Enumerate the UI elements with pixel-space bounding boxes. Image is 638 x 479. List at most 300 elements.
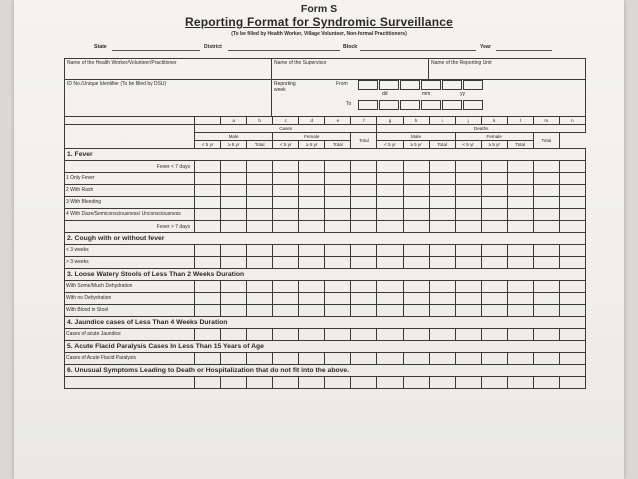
date-box[interactable]	[463, 80, 483, 90]
count-cell[interactable]	[273, 197, 299, 209]
table-row	[65, 173, 586, 185]
count-cell[interactable]	[221, 221, 247, 233]
count-cell[interactable]	[429, 161, 455, 173]
table-row	[65, 197, 586, 209]
to-label: To	[346, 101, 352, 107]
count-cell[interactable]	[247, 197, 273, 209]
count-cell[interactable]	[351, 377, 377, 389]
count-cell[interactable]	[299, 185, 325, 197]
count-cell[interactable]	[351, 209, 377, 221]
row-label: 4 With Daze/Semiconsciousness/ Unconsciousness	[65, 209, 195, 221]
count-cell[interactable]	[195, 305, 221, 317]
worker-name-label: Name of the Health Worker/Volunteer/Practitioner	[67, 60, 177, 66]
count-cell[interactable]	[299, 329, 325, 341]
count-cell[interactable]	[455, 257, 481, 269]
count-cell[interactable]	[195, 197, 221, 209]
count-cell[interactable]	[403, 353, 429, 365]
count-cell[interactable]	[195, 281, 221, 293]
count-cell[interactable]	[403, 329, 429, 341]
count-cell[interactable]	[533, 353, 559, 365]
count-cell[interactable]	[507, 161, 533, 173]
count-cell[interactable]	[221, 293, 247, 305]
count-cell[interactable]	[247, 257, 273, 269]
count-cell[interactable]	[429, 281, 455, 293]
count-cell[interactable]	[507, 209, 533, 221]
count-cell[interactable]	[377, 197, 403, 209]
count-cell[interactable]	[221, 245, 247, 257]
column-letter: n	[559, 117, 585, 125]
count-cell[interactable]	[273, 173, 299, 185]
reporting-unit-cell[interactable]	[429, 59, 586, 80]
count-cell[interactable]	[221, 257, 247, 269]
table-row	[65, 293, 586, 305]
count-cell[interactable]	[221, 377, 247, 389]
count-cell[interactable]	[273, 161, 299, 173]
count-cell[interactable]	[455, 245, 481, 257]
count-cell[interactable]	[351, 173, 377, 185]
count-cell[interactable]	[247, 377, 273, 389]
count-cell[interactable]	[429, 209, 455, 221]
age-under5-header: < 5 yr	[455, 141, 481, 149]
age-5plus-header: ≥ 5 yr	[481, 141, 507, 149]
count-cell[interactable]	[481, 293, 507, 305]
count-cell[interactable]	[429, 245, 455, 257]
section-title: 1. Fever	[65, 149, 586, 161]
count-cell[interactable]	[325, 257, 351, 269]
count-cell[interactable]	[221, 173, 247, 185]
count-cell[interactable]	[403, 305, 429, 317]
count-cell[interactable]	[299, 377, 325, 389]
count-cell[interactable]	[559, 353, 585, 365]
count-cell[interactable]	[533, 185, 559, 197]
count-cell[interactable]	[247, 185, 273, 197]
count-cell[interactable]	[325, 161, 351, 173]
count-cell[interactable]	[455, 197, 481, 209]
count-cell[interactable]	[533, 257, 559, 269]
column-letter: a	[221, 117, 247, 125]
section-title: 2. Cough with or without fever	[65, 233, 586, 245]
count-cell[interactable]	[299, 221, 325, 233]
count-cell[interactable]	[273, 281, 299, 293]
header-blank	[65, 117, 195, 125]
count-cell[interactable]	[377, 161, 403, 173]
row-label: 2 With Rash	[65, 185, 195, 197]
count-cell[interactable]	[377, 305, 403, 317]
subtotal-header: Total	[507, 141, 533, 149]
count-cell[interactable]	[377, 293, 403, 305]
count-cell[interactable]	[247, 281, 273, 293]
count-cell[interactable]	[299, 245, 325, 257]
count-cell[interactable]	[403, 197, 429, 209]
count-cell[interactable]	[507, 221, 533, 233]
count-cell[interactable]	[377, 221, 403, 233]
count-cell[interactable]	[455, 209, 481, 221]
row-label	[65, 377, 195, 389]
row-label: With no Dehydration	[65, 293, 195, 305]
count-cell[interactable]	[481, 329, 507, 341]
count-cell[interactable]	[299, 257, 325, 269]
count-cell[interactable]	[351, 257, 377, 269]
count-cell[interactable]	[273, 329, 299, 341]
count-cell[interactable]	[559, 197, 585, 209]
count-cell[interactable]	[299, 305, 325, 317]
count-cell[interactable]	[559, 281, 585, 293]
to-date-boxes[interactable]	[358, 100, 484, 110]
count-cell[interactable]	[481, 245, 507, 257]
count-cell[interactable]	[481, 257, 507, 269]
count-cell[interactable]	[429, 173, 455, 185]
count-cell[interactable]	[221, 305, 247, 317]
column-letter: k	[481, 117, 507, 125]
mm-label: mm	[422, 91, 431, 97]
count-cell[interactable]	[481, 197, 507, 209]
count-cell[interactable]	[247, 173, 273, 185]
count-cell[interactable]	[195, 329, 221, 341]
count-cell[interactable]	[299, 161, 325, 173]
count-cell[interactable]	[195, 245, 221, 257]
count-cell[interactable]	[507, 197, 533, 209]
count-cell[interactable]	[403, 281, 429, 293]
id-cell[interactable]	[65, 80, 272, 117]
table-row	[65, 329, 586, 341]
count-cell[interactable]	[481, 185, 507, 197]
date-box[interactable]	[442, 80, 462, 90]
count-cell[interactable]	[455, 173, 481, 185]
form-number: Form S	[300, 3, 338, 15]
cases-male-header: Male	[195, 133, 273, 141]
count-cell[interactable]	[195, 257, 221, 269]
table-row	[65, 221, 586, 233]
count-cell[interactable]	[455, 281, 481, 293]
count-cell[interactable]	[429, 353, 455, 365]
date-box[interactable]	[358, 100, 378, 110]
count-cell[interactable]	[351, 245, 377, 257]
row-label: With Some/Much Dehydration	[65, 281, 195, 293]
count-cell[interactable]	[507, 293, 533, 305]
count-cell[interactable]	[247, 329, 273, 341]
count-cell[interactable]	[195, 221, 221, 233]
count-cell[interactable]	[247, 353, 273, 365]
count-cell[interactable]	[273, 245, 299, 257]
subtotal-header: Total	[247, 141, 273, 149]
count-cell[interactable]	[351, 161, 377, 173]
cases-header: Cases	[195, 125, 377, 133]
count-cell[interactable]	[221, 353, 247, 365]
count-cell[interactable]	[507, 305, 533, 317]
count-cell[interactable]	[429, 377, 455, 389]
count-cell[interactable]	[533, 329, 559, 341]
count-cell[interactable]	[533, 245, 559, 257]
count-cell[interactable]	[247, 293, 273, 305]
cases-total-header: Total	[351, 133, 377, 149]
count-cell[interactable]	[221, 281, 247, 293]
count-cell[interactable]	[273, 353, 299, 365]
header-blank	[195, 117, 221, 125]
count-cell[interactable]	[377, 185, 403, 197]
count-cell[interactable]	[403, 293, 429, 305]
count-cell[interactable]	[507, 353, 533, 365]
table-row	[65, 281, 586, 293]
count-cell[interactable]	[403, 257, 429, 269]
reporting-week-label: Reporting week	[274, 81, 296, 93]
count-cell[interactable]	[299, 209, 325, 221]
row-label: Cases of Acute Flacid Paralysis	[65, 353, 195, 365]
table-row	[65, 209, 586, 221]
count-cell[interactable]	[559, 329, 585, 341]
count-cell[interactable]	[377, 209, 403, 221]
count-cell[interactable]	[455, 293, 481, 305]
count-cell[interactable]	[325, 305, 351, 317]
count-cell[interactable]	[559, 161, 585, 173]
count-cell[interactable]	[299, 281, 325, 293]
row-label: Fever < 7 days	[65, 161, 195, 173]
count-cell[interactable]	[299, 293, 325, 305]
section-title: 5. Acute Flacid Paralysis Cases In Less Than 15 Years of Age	[65, 341, 586, 353]
date-box[interactable]	[421, 80, 441, 90]
count-cell[interactable]	[377, 377, 403, 389]
count-cell[interactable]	[351, 197, 377, 209]
count-cell[interactable]	[559, 221, 585, 233]
count-cell[interactable]	[429, 293, 455, 305]
count-cell[interactable]	[221, 185, 247, 197]
count-cell[interactable]	[299, 197, 325, 209]
count-cell[interactable]	[195, 161, 221, 173]
count-cell[interactable]	[325, 293, 351, 305]
count-cell[interactable]	[559, 293, 585, 305]
reporting-unit-label: Name of the Reporting Unit	[431, 60, 492, 66]
count-cell[interactable]	[221, 209, 247, 221]
table-row	[65, 257, 586, 269]
table-row	[65, 161, 586, 173]
count-cell[interactable]	[481, 221, 507, 233]
count-cell[interactable]	[195, 185, 221, 197]
count-cell[interactable]	[533, 305, 559, 317]
count-cell[interactable]	[481, 353, 507, 365]
count-cell[interactable]	[481, 377, 507, 389]
count-cell[interactable]	[559, 377, 585, 389]
count-cell[interactable]	[325, 353, 351, 365]
count-cell[interactable]	[299, 173, 325, 185]
date-box[interactable]	[358, 80, 378, 90]
deaths-male-header: Male	[377, 133, 455, 141]
district-label: District	[204, 44, 222, 50]
count-cell[interactable]	[377, 245, 403, 257]
count-cell[interactable]	[325, 185, 351, 197]
state-label: State	[94, 44, 107, 50]
count-cell[interactable]	[273, 377, 299, 389]
date-box[interactable]	[379, 100, 399, 110]
table-row	[65, 377, 586, 389]
count-cell[interactable]	[455, 329, 481, 341]
dd-label: dd	[382, 91, 388, 97]
count-cell[interactable]	[507, 173, 533, 185]
count-cell[interactable]	[507, 257, 533, 269]
surveillance-table	[64, 116, 586, 389]
count-cell[interactable]	[559, 185, 585, 197]
count-cell[interactable]	[299, 353, 325, 365]
count-cell[interactable]	[247, 245, 273, 257]
form-subtitle: (To be filled by Health Worker, Village Volunteer, Non-formal Practitioners)	[231, 31, 407, 37]
count-cell[interactable]	[481, 161, 507, 173]
count-cell[interactable]	[507, 329, 533, 341]
count-cell[interactable]	[195, 173, 221, 185]
count-cell[interactable]	[429, 197, 455, 209]
count-cell[interactable]	[403, 221, 429, 233]
column-letter: e	[325, 117, 351, 125]
column-letter: b	[247, 117, 273, 125]
count-cell[interactable]	[325, 197, 351, 209]
count-cell[interactable]	[247, 221, 273, 233]
date-box[interactable]	[400, 80, 420, 90]
supervisor-name-cell[interactable]	[272, 59, 429, 80]
age-under5-header: < 5 yr	[273, 141, 299, 149]
count-cell[interactable]	[221, 329, 247, 341]
from-label: From	[336, 81, 348, 87]
count-cell[interactable]	[559, 209, 585, 221]
count-cell[interactable]	[559, 257, 585, 269]
supervisor-name-label: Name of the Supervisor	[274, 60, 327, 66]
count-cell[interactable]	[273, 257, 299, 269]
count-cell[interactable]	[533, 281, 559, 293]
row-label: 3 With Bleeding	[65, 197, 195, 209]
age-5plus-header: ≥ 5 yr	[221, 141, 247, 149]
count-cell[interactable]	[247, 305, 273, 317]
count-cell[interactable]	[429, 257, 455, 269]
count-cell[interactable]	[533, 293, 559, 305]
row-label: > 3 weeks	[65, 257, 195, 269]
count-cell[interactable]	[325, 173, 351, 185]
column-letter: m	[533, 117, 559, 125]
count-cell[interactable]	[351, 281, 377, 293]
count-cell[interactable]	[429, 305, 455, 317]
count-cell[interactable]	[351, 353, 377, 365]
count-cell[interactable]	[247, 209, 273, 221]
count-cell[interactable]	[221, 161, 247, 173]
count-cell[interactable]	[403, 245, 429, 257]
age-under5-header: < 5 yr	[195, 141, 221, 149]
date-box[interactable]	[379, 80, 399, 90]
date-box[interactable]	[421, 100, 441, 110]
count-cell[interactable]	[481, 305, 507, 317]
count-cell[interactable]	[325, 209, 351, 221]
row-label: Cases of acute Jaundice	[65, 329, 195, 341]
count-cell[interactable]	[455, 305, 481, 317]
count-cell[interactable]	[195, 377, 221, 389]
count-cell[interactable]	[403, 173, 429, 185]
count-cell[interactable]	[429, 329, 455, 341]
count-cell[interactable]	[455, 185, 481, 197]
count-cell[interactable]	[273, 209, 299, 221]
count-cell[interactable]	[533, 377, 559, 389]
count-cell[interactable]	[481, 173, 507, 185]
count-cell[interactable]	[403, 185, 429, 197]
column-letter: h	[403, 117, 429, 125]
count-cell[interactable]	[455, 353, 481, 365]
count-cell[interactable]	[559, 245, 585, 257]
count-cell[interactable]	[377, 281, 403, 293]
deaths-total-header: Total	[533, 133, 559, 149]
count-cell[interactable]	[455, 377, 481, 389]
count-cell[interactable]	[533, 173, 559, 185]
count-cell[interactable]	[403, 377, 429, 389]
count-cell[interactable]	[325, 221, 351, 233]
count-cell[interactable]	[351, 293, 377, 305]
count-cell[interactable]	[481, 209, 507, 221]
count-cell[interactable]	[533, 209, 559, 221]
count-cell[interactable]	[507, 185, 533, 197]
count-cell[interactable]	[221, 197, 247, 209]
count-cell[interactable]	[325, 245, 351, 257]
count-cell[interactable]	[195, 353, 221, 365]
column-letter: c	[273, 117, 299, 125]
date-box[interactable]	[400, 100, 420, 110]
count-cell[interactable]	[507, 245, 533, 257]
table-row	[65, 245, 586, 257]
count-cell[interactable]	[273, 221, 299, 233]
count-cell[interactable]	[325, 377, 351, 389]
count-cell[interactable]	[377, 257, 403, 269]
count-cell[interactable]	[559, 173, 585, 185]
date-box[interactable]	[463, 100, 483, 110]
form-sheet	[14, 0, 624, 479]
count-cell[interactable]	[351, 185, 377, 197]
count-cell[interactable]	[195, 209, 221, 221]
count-cell[interactable]	[403, 209, 429, 221]
info-table	[64, 58, 586, 117]
count-cell[interactable]	[351, 305, 377, 317]
count-cell[interactable]	[455, 161, 481, 173]
count-cell[interactable]	[507, 281, 533, 293]
count-cell[interactable]	[195, 293, 221, 305]
year-label: Year	[480, 44, 491, 50]
row-label: < 3 weeks	[65, 245, 195, 257]
column-letter: g	[377, 117, 403, 125]
column-letter: i	[429, 117, 455, 125]
count-cell[interactable]	[247, 161, 273, 173]
count-cell[interactable]	[429, 185, 455, 197]
date-box[interactable]	[442, 100, 462, 110]
count-cell[interactable]	[533, 197, 559, 209]
count-cell[interactable]	[273, 185, 299, 197]
count-cell[interactable]	[351, 329, 377, 341]
block-field[interactable]	[360, 50, 476, 51]
count-cell[interactable]	[507, 377, 533, 389]
id-label: ID No./Unique Identifier (To be filled by DSU)	[67, 81, 167, 87]
row-label: 1 Only Fever	[65, 173, 195, 185]
count-cell[interactable]	[273, 293, 299, 305]
count-cell[interactable]	[533, 221, 559, 233]
worker-name-cell[interactable]	[65, 59, 272, 80]
count-cell[interactable]	[429, 221, 455, 233]
count-cell[interactable]	[377, 329, 403, 341]
count-cell[interactable]	[351, 221, 377, 233]
count-cell[interactable]	[403, 161, 429, 173]
count-cell[interactable]	[377, 353, 403, 365]
count-cell[interactable]	[559, 305, 585, 317]
count-cell[interactable]	[325, 329, 351, 341]
count-cell[interactable]	[533, 161, 559, 173]
count-cell[interactable]	[455, 221, 481, 233]
district-field[interactable]	[228, 50, 340, 51]
from-date-boxes[interactable]	[358, 80, 484, 90]
count-cell[interactable]	[481, 281, 507, 293]
year-field[interactable]	[496, 50, 552, 51]
count-cell[interactable]	[325, 281, 351, 293]
count-cell[interactable]	[377, 173, 403, 185]
section-title: 3. Loose Watery Stools of Less Than 2 Weeks Duration	[65, 269, 586, 281]
count-cell[interactable]	[273, 305, 299, 317]
state-field[interactable]	[112, 50, 200, 51]
